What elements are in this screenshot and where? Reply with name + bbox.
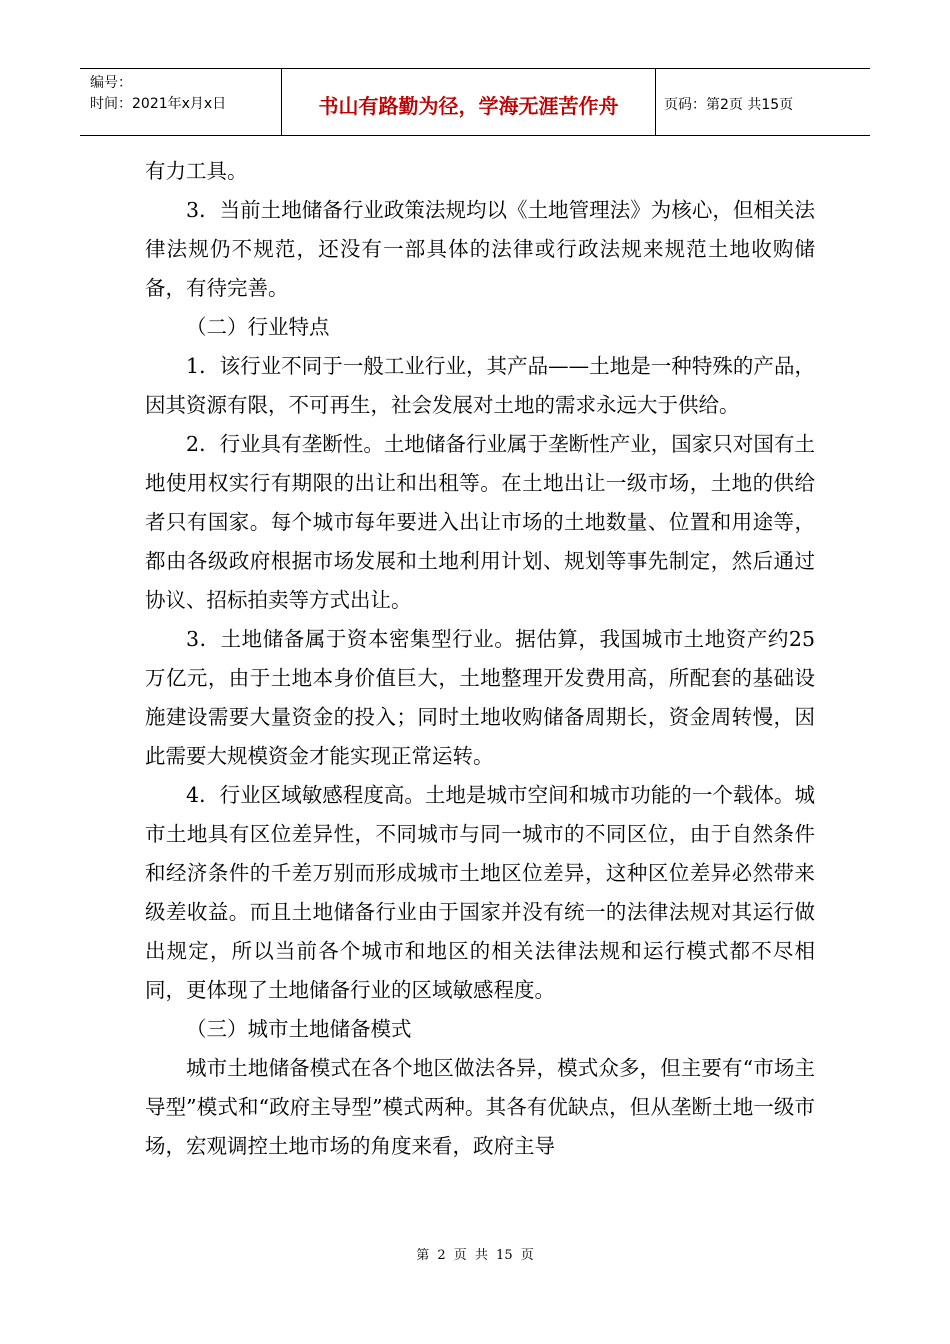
page-header [80, 68, 870, 136]
paragraph: 4．行业区域敏感程度高。土地是城市空间和城市功能的一个载体。城市土地具有区位差异性，不同城市与同一城市的不同区位，由于自然条件和经济条件的千差万别而形成城市土地区位差异，这种区位差异必然带来级差收益。而且土地储备行业由于国家并没有统一的法律法规对其运行做出规定，所以当前各个城市和地区的相关法律法规和运行模式都不尽相同，更体现了土地储备行业的区域敏感程度。 [145, 783, 815, 1002]
paragraph: 3．当前土地储备行业政策法规均以《土地管理法》为核心，但相关法律法规仍不规范，还没有一部具体的法律或行政法规来规范土地收购储备，有待完善。 [145, 198, 815, 300]
paragraph: 1．该行业不同于一般工业行业，其产品——土地是一种特殊的产品，因其资源有限，不可再生，社会发展对土地的需求永远大于供给。 [145, 354, 815, 417]
paragraph: 3．土地储备属于资本密集型行业。据估算，我国城市土地资产约25万亿元，由于土地本身价值巨大，土地整理开发费用高，所配套的基础设施建设需要大量资金的投入；同时土地收购储备周期长，资金周转慢，因此需要大规模资金才能实现正常运转。 [145, 627, 815, 768]
page-footer: 第 2 页 共 15 页 [416, 1248, 534, 1263]
document-body [145, 152, 815, 1166]
paragraph: 有力工具。 [145, 159, 248, 183]
header-page-info: 页码：第2页 共15页 [664, 97, 794, 113]
paragraph: 城市土地储备模式在各个地区做法各异，模式众多，但主要有“市场主导型”模式和“政府主导型”模式两种。其各有优缺点，但从垄断土地一级市场，宏观调控土地市场的角度来看，政府主导 [145, 1056, 815, 1158]
section-heading: （三）城市土地储备模式 [186, 1017, 412, 1041]
paragraph: 2．行业具有垄断性。土地储备行业属于垄断性产业，国家只对国有土地使用权实行有期限的出让和出租等。在土地出让一级市场，土地的供给者只有国家。每个城市每年要进入出让市场的土地数量、位置和用途等，都由各级政府根据市场发展和土地利用计划、规划等事先制定，然后通过协议、招标拍卖等方式出让。 [145, 432, 815, 612]
section-heading: （二）行业特点 [186, 315, 330, 339]
document-time-label: 时间：2021年x月x日 [90, 96, 227, 112]
header-motto: 书山有路勤为径，学海无涯苦作舟 [282, 69, 656, 135]
document-number-label: 编号： [90, 75, 132, 91]
header-meta [80, 69, 282, 135]
